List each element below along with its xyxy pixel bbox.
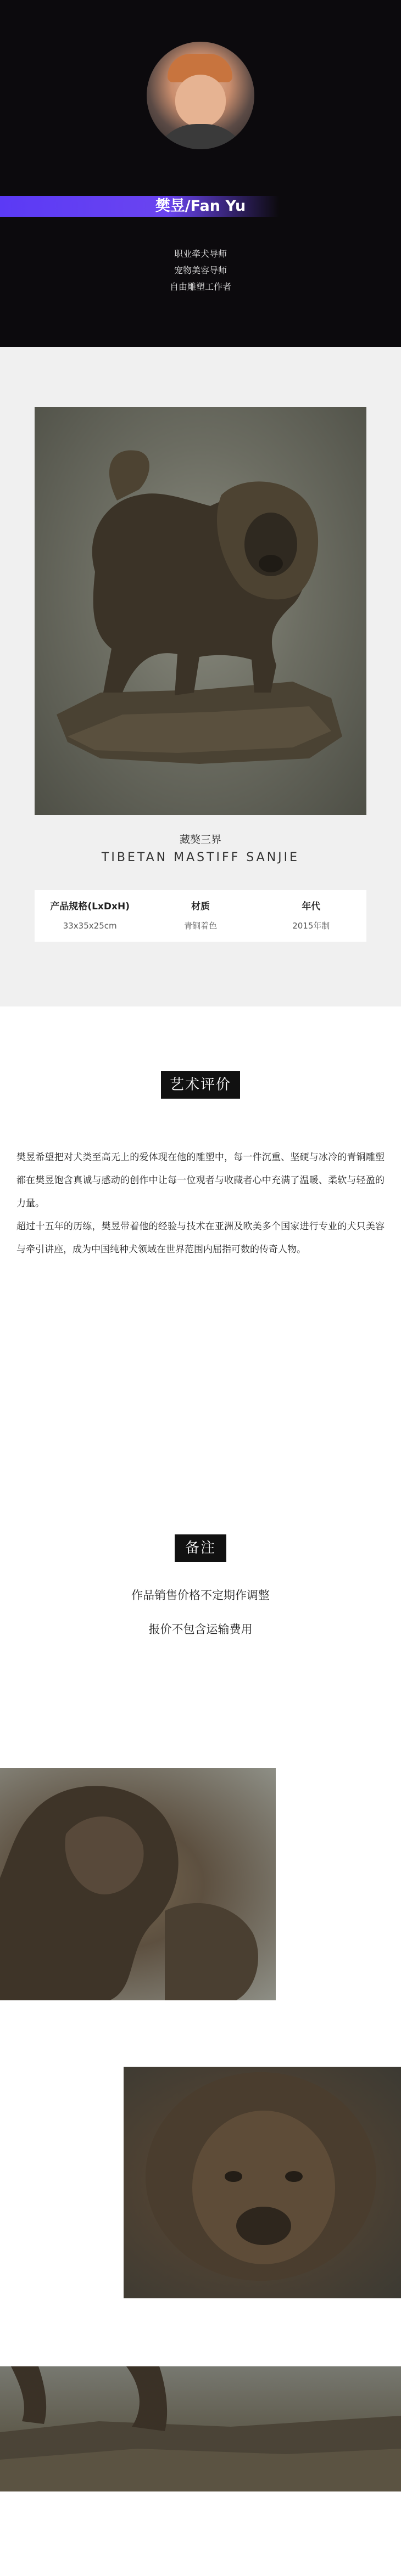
detail-photo-head [124, 2067, 401, 2298]
artist-avatar [147, 42, 254, 149]
spec-label: 产品规格(LxDxH) [50, 901, 130, 912]
detail-photo-tail [0, 1768, 276, 2000]
review-paragraph: 樊昱希望把对犬类至高无上的爱体现在他的雕塑中，每一件沉重、坚硬与冰冷的青铜雕塑都在樊昱饱含真诚与感动的创作中让每一位观者与收藏者心中充满了温暖、柔软与轻盈的力量。 [16, 1152, 385, 1209]
head-detail-illustration [124, 2067, 401, 2298]
product-title: 藏獒三界 [179, 834, 221, 846]
spec-label: 材质 [191, 901, 210, 912]
role-line: 自由雕塑工作者 [169, 282, 231, 292]
note-line: 作品销售价格不定期作调整 [131, 1589, 270, 1602]
role-line: 宠物美容导师 [174, 265, 227, 275]
spec-size [35, 890, 145, 942]
sculpture-photo [35, 407, 366, 815]
artist-name: 樊昱/Fan Yu [155, 198, 246, 215]
notes-heading: 备注 [175, 1534, 226, 1562]
review-heading: 艺术评价 [161, 1071, 240, 1099]
spec-table [35, 890, 366, 942]
spec-value: 青铜着色 [183, 921, 217, 931]
spec-value: 2015年制 [292, 921, 330, 931]
review-paragraph: 超过十五年的历练，樊昱带着他的经验与技术在亚洲及欧美多个国家进行专业的犬只美容与牵引讲座，成为中国纯种犬领域在世界范围内屈指可数的传奇人物。 [16, 1221, 385, 1255]
review-text [16, 1146, 385, 1261]
face-shape [175, 75, 226, 127]
spec-material [145, 890, 255, 942]
sculpture-illustration [35, 407, 366, 815]
note-line: 报价不包含运输费用 [148, 1623, 253, 1636]
artist-roles [0, 246, 401, 295]
shirt-shape [152, 124, 249, 149]
detail-photo-paws [0, 2366, 401, 2491]
spec-value: 33x35x25cm [63, 921, 117, 931]
spec-label: 年代 [302, 901, 321, 912]
artist-header [0, 0, 401, 347]
tail-detail-illustration [0, 1768, 276, 2000]
spec-year [256, 890, 366, 942]
product-subtitle: TIBETAN MASTIFF SANJIE [101, 851, 300, 864]
paws-detail-illustration [0, 2366, 401, 2491]
product-section [0, 347, 401, 1006]
role-line: 职业牵犬导师 [174, 249, 227, 259]
